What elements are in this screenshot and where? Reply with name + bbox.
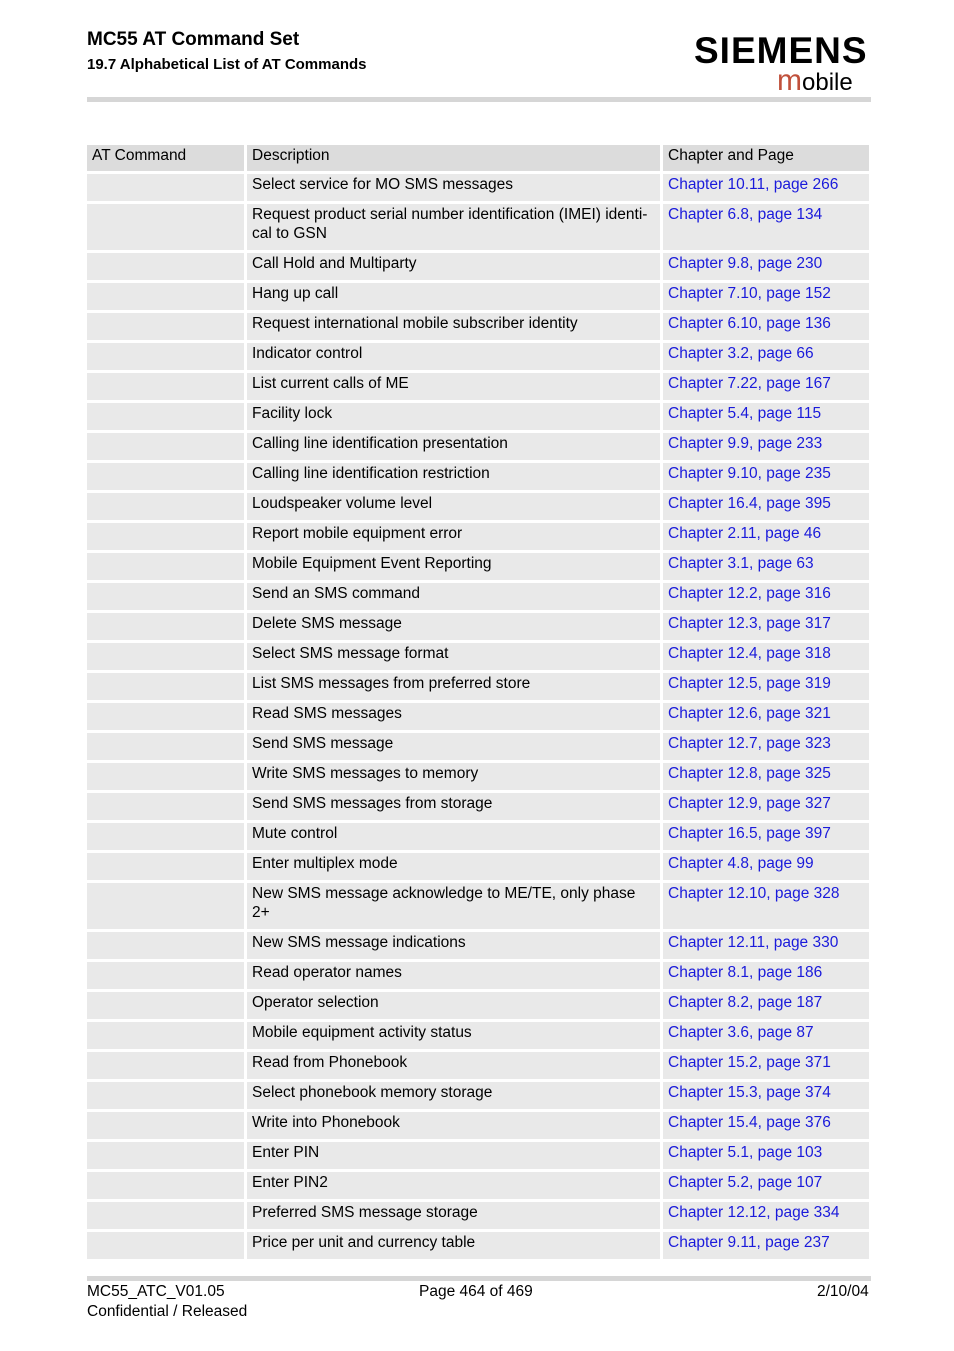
at-command-cell [87,991,246,1021]
footer-doc-id: MC55_ATC_V01.05 [87,1283,225,1300]
chapter-link[interactable]: Chapter 9.11, page 237 [662,1231,871,1261]
description-cell: Request product serial number identification (IMEI) identi-cal to GSN [246,203,662,252]
table-row [87,1111,871,1141]
column-header-chapter: Chapter and Page [662,145,871,173]
description-cell: Indicator control [246,342,662,372]
table-row [87,282,871,312]
description-cell: New SMS message indications [246,931,662,961]
footer-date: 2/10/04 [817,1283,869,1300]
table-row [87,1051,871,1081]
table-row [87,612,871,642]
chapter-link[interactable]: Chapter 5.2, page 107 [662,1171,871,1201]
description-cell: Read from Phonebook [246,1051,662,1081]
logo-mobile [777,64,853,98]
description-cell: Preferred SMS message storage [246,1201,662,1231]
description-cell: Operator selection [246,991,662,1021]
description-cell: Report mobile equipment error [246,522,662,552]
at-command-cell [87,882,246,931]
at-command-cell [87,492,246,522]
chapter-link[interactable]: Chapter 15.3, page 374 [662,1081,871,1111]
footer-status: Confidential / Released [87,1303,248,1320]
description-cell: Select phonebook memory storage [246,1081,662,1111]
at-command-table [87,145,872,1262]
chapter-link[interactable]: Chapter 10.11, page 266 [662,173,871,203]
description-cell: Calling line identification presentation [246,432,662,462]
description-cell: Send SMS message [246,732,662,762]
description-cell: Write into Phonebook [246,1111,662,1141]
logo-m: m [777,64,802,97]
description-cell: Read operator names [246,961,662,991]
table-row [87,882,871,931]
table-row [87,1171,871,1201]
description-cell: Mobile equipment activity status [246,1021,662,1051]
at-command-cell [87,1051,246,1081]
at-command-cell [87,961,246,991]
table-body [87,173,871,1261]
document-title: MC55 AT Command Set [87,29,300,50]
column-header-at-command: AT Command [87,145,246,173]
table-row [87,961,871,991]
at-command-cell [87,173,246,203]
table-row [87,582,871,612]
table-row [87,342,871,372]
at-command-cell [87,642,246,672]
chapter-link[interactable]: Chapter 8.1, page 186 [662,961,871,991]
chapter-link[interactable]: Chapter 15.2, page 371 [662,1051,871,1081]
table-row [87,852,871,882]
at-command-cell [87,1231,246,1261]
at-command-cell [87,342,246,372]
section-title: 19.7 Alphabetical List of AT Commands [87,56,367,73]
description-cell: Delete SMS message [246,612,662,642]
description-cell: Loudspeaker volume level [246,492,662,522]
at-command-cell [87,702,246,732]
chapter-link[interactable]: Chapter 9.9, page 233 [662,432,871,462]
description-cell: Hang up call [246,282,662,312]
description-cell: Price per unit and currency table [246,1231,662,1261]
chapter-link[interactable]: Chapter 5.1, page 103 [662,1141,871,1171]
description-cell: Enter multiplex mode [246,852,662,882]
at-command-cell [87,402,246,432]
description-cell: Write SMS messages to memory [246,762,662,792]
chapter-link[interactable]: Chapter 4.8, page 99 [662,852,871,882]
table-row [87,173,871,203]
description-cell: Mobile Equipment Event Reporting [246,552,662,582]
table-row [87,372,871,402]
chapter-link[interactable]: Chapter 12.7, page 323 [662,732,871,762]
table-row [87,402,871,432]
at-command-cell [87,552,246,582]
description-cell: Request international mobile subscriber identity [246,312,662,342]
chapter-link[interactable]: Chapter 12.5, page 319 [662,672,871,702]
table-row [87,432,871,462]
table-row [87,792,871,822]
at-command-cell [87,1081,246,1111]
at-command-cell [87,582,246,612]
table-row [87,991,871,1021]
chapter-link[interactable]: Chapter 3.6, page 87 [662,1021,871,1051]
chapter-link[interactable]: Chapter 12.9, page 327 [662,792,871,822]
chapter-link[interactable]: Chapter 16.4, page 395 [662,492,871,522]
description-cell: Enter PIN2 [246,1171,662,1201]
table-row [87,702,871,732]
chapter-link[interactable]: Chapter 12.3, page 317 [662,612,871,642]
at-command-cell [87,1111,246,1141]
chapter-link[interactable]: Chapter 3.2, page 66 [662,342,871,372]
table-row [87,203,871,252]
at-command-cell [87,1201,246,1231]
chapter-link[interactable]: Chapter 7.10, page 152 [662,282,871,312]
chapter-link[interactable]: Chapter 2.11, page 46 [662,522,871,552]
table-row [87,732,871,762]
at-command-cell [87,762,246,792]
chapter-link[interactable]: Chapter 7.22, page 167 [662,372,871,402]
at-command-cell [87,672,246,702]
footer-page-number: Page 464 of 469 [419,1283,533,1300]
chapter-link[interactable]: Chapter 12.12, page 334 [662,1201,871,1231]
chapter-link[interactable]: Chapter 5.4, page 115 [662,402,871,432]
table-row [87,1081,871,1111]
chapter-link[interactable]: Chapter 3.1, page 63 [662,552,871,582]
at-command-cell [87,282,246,312]
description-cell: Send SMS messages from storage [246,792,662,822]
table-row [87,522,871,552]
table-row [87,312,871,342]
description-cell: Enter PIN [246,1141,662,1171]
at-command-cell [87,432,246,462]
table-row [87,1141,871,1171]
at-command-cell [87,612,246,642]
table-row [87,492,871,522]
chapter-link[interactable]: Chapter 12.10, page 328 [662,882,871,931]
at-command-cell [87,852,246,882]
header-rule [87,97,871,102]
chapter-link[interactable]: Chapter 15.4, page 376 [662,1111,871,1141]
at-command-cell [87,462,246,492]
table-row [87,672,871,702]
at-command-cell [87,931,246,961]
description-cell: Calling line identification restriction [246,462,662,492]
at-command-cell [87,822,246,852]
chapter-link[interactable]: Chapter 12.11, page 330 [662,931,871,961]
at-command-cell [87,252,246,282]
description-cell: List current calls of ME [246,372,662,402]
column-header-description: Description [246,145,662,173]
table-row [87,931,871,961]
table-row [87,762,871,792]
footer-rule [87,1276,871,1281]
table-header-row [87,145,871,173]
chapter-link[interactable]: Chapter 16.5, page 397 [662,822,871,852]
at-command-cell [87,203,246,252]
chapter-link[interactable]: Chapter 9.10, page 235 [662,462,871,492]
chapter-link[interactable]: Chapter 12.2, page 316 [662,582,871,612]
chapter-link[interactable]: Chapter 12.4, page 318 [662,642,871,672]
table-row [87,252,871,282]
chapter-link[interactable]: Chapter 6.8, page 134 [662,203,871,252]
chapter-link[interactable]: Chapter 12.6, page 321 [662,702,871,732]
table-row [87,1021,871,1051]
chapter-link[interactable]: Chapter 6.10, page 136 [662,312,871,342]
at-command-cell [87,372,246,402]
description-cell: Send an SMS command [246,582,662,612]
chapter-link[interactable]: Chapter 9.8, page 230 [662,252,871,282]
at-command-cell [87,1141,246,1171]
description-cell: Call Hold and Multiparty [246,252,662,282]
at-command-cell [87,792,246,822]
description-cell: Facility lock [246,402,662,432]
description-cell: Mute control [246,822,662,852]
chapter-link[interactable]: Chapter 12.8, page 325 [662,762,871,792]
description-cell: New SMS message acknowledge to ME/TE, only phase 2+ [246,882,662,931]
at-command-cell [87,522,246,552]
chapter-link[interactable]: Chapter 8.2, page 187 [662,991,871,1021]
logo-brand: SIEMENS [694,30,868,71]
at-command-cell [87,312,246,342]
table-row [87,1201,871,1231]
at-command-cell [87,1021,246,1051]
description-cell: Read SMS messages [246,702,662,732]
at-command-cell [87,732,246,762]
table-row [87,462,871,492]
table-row [87,822,871,852]
description-cell: List SMS messages from preferred store [246,672,662,702]
table-row [87,642,871,672]
at-command-cell [87,1171,246,1201]
logo-rest: obile [802,69,853,96]
table-row [87,1231,871,1261]
description-cell: Select SMS message format [246,642,662,672]
table-row [87,552,871,582]
description-cell: Select service for MO SMS messages [246,173,662,203]
